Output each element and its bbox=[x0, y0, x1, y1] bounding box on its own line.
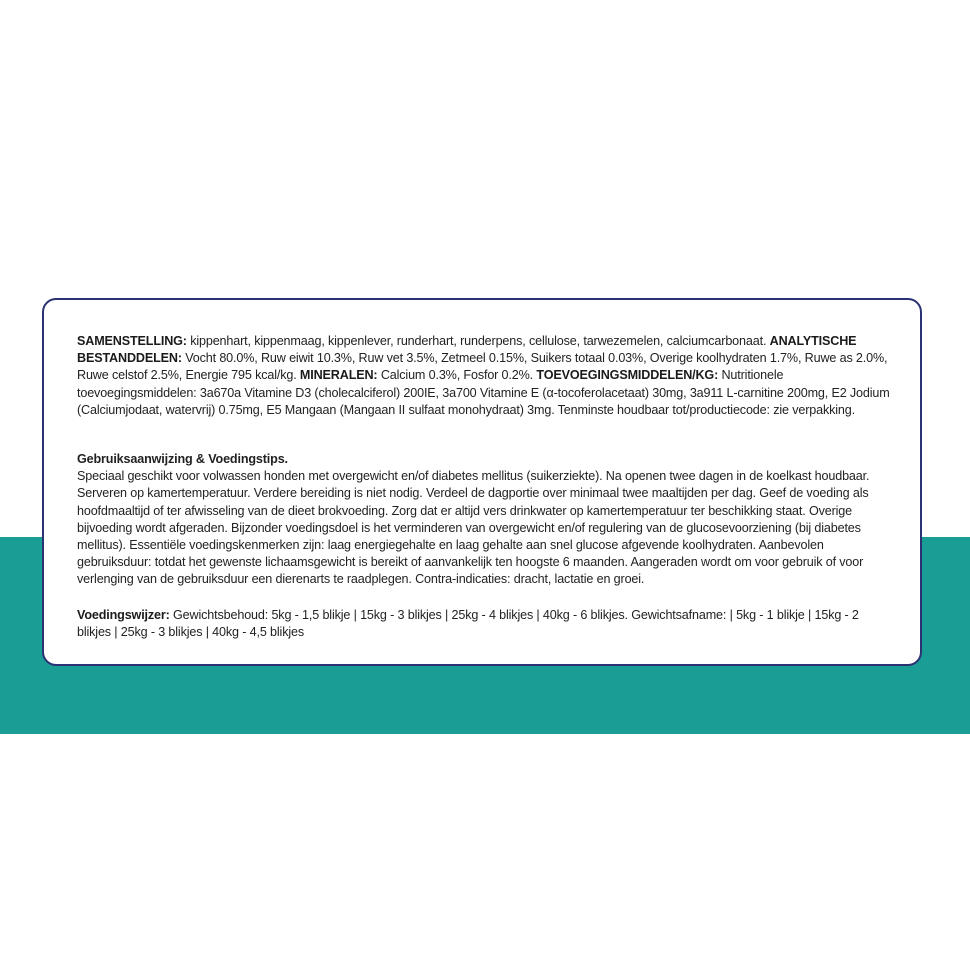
additives-label: TOEVOEGINGSMIDDELEN/KG: bbox=[536, 368, 719, 383]
feeding-guide-paragraph bbox=[77, 607, 890, 641]
feeding-guide-text: Gewichtsbehoud: 5kg - 1,5 blikje | 15kg - 3 blikjes | 25kg - 4 blikjes | 40kg - 6 blikjes. Gewichtsafname: | 5kg - 1 blikje | 15kg - 2 blikjes | 25kg - 3 blikjes | 40kg - 4,5 blikjes bbox=[77, 607, 859, 639]
usage-title: Gebruiksaanwijzing & Voedingstips. bbox=[77, 452, 288, 467]
minerals-text: Calcium 0.3%, Fosfor 0.2%. bbox=[377, 368, 537, 383]
minerals-label: MINERALEN: bbox=[299, 368, 378, 383]
composition-text: kippenhart, kippenmaag, kippenlever, runderhart, runderpens, cellulose, tarwezemelen, calciumcarbonaat. bbox=[186, 334, 770, 348]
composition-paragraph bbox=[77, 333, 890, 419]
additives-text: Nutritionele toevoegingsmiddelen: 3a670a Vitamine D3 (cholecalciferol) 200IE, 3a700 Vitamine E (α-tocoferolacetaat) 30mg, 3a911 L-carnitine 200mg, E2 Jodium (Calciumjodaat, watervrij) 0.75mg, E5 Mangaan (Mangaan II sulfaat monohydraat) 3mg. Tenminste houdbaar tot/productiecode: zie verpakking. bbox=[77, 368, 890, 417]
analytical-text: Vocht 80.0%, Ruw eiwit 10.3%, Ruw vet 3.5%, Zetmeel 0.15%, Suikers totaal 0.03%, Overige koolhydraten 1.7%, Ruwe as 2.0%, Ruwe celstof 2.5%, Energie 795 kcal/kg. bbox=[77, 351, 888, 383]
usage-body: Speciaal geschikt voor volwassen honden met overgewicht en/of diabetes mellitus (suikerziekte). Na openen twee dagen in de koelkast houdbaar. Serveren op kamertemperatuur. Verdere bereiding is niet nodig. Verdeel de dagportie over minimaal twee maaltijden per dag. Geef de voeding als hoofdmaaltijd of ter afwisseling van de dieet brokvoeding. Zorg dat er altijd vers drinkwater op kamertemperatuur ter beschikking staat. Overige bijvoeding wordt afgeraden. Bijzonder voedingsdoel is het verminderen van overgewicht en/of regulering van de glucosevoorziening (bij diabetes mellitus). Essentiële voedingskenmerken zijn: laag energiegehalte en laag gehalte aan snel glucose afgevende koolhydraten. Aanbevolen gebruiksduur: totdat het gewenste lichaamsgewicht is bereikt of aanvankelijk ten hoogste 6 maanden. Aangeraden wordt om voor gebruik of voor verlenging van de gebruiksduur een dierenarts te raadplegen. Contra-indicaties: dracht, lactatie en groei. bbox=[77, 469, 870, 587]
composition-label: SAMENSTELLING: bbox=[77, 334, 187, 348]
feeding-guide-label: Voedingswijzer: bbox=[77, 607, 170, 622]
analytical-label: ANALYTISCHE BESTANDDELEN: bbox=[77, 334, 857, 366]
product-info-card bbox=[42, 298, 922, 666]
